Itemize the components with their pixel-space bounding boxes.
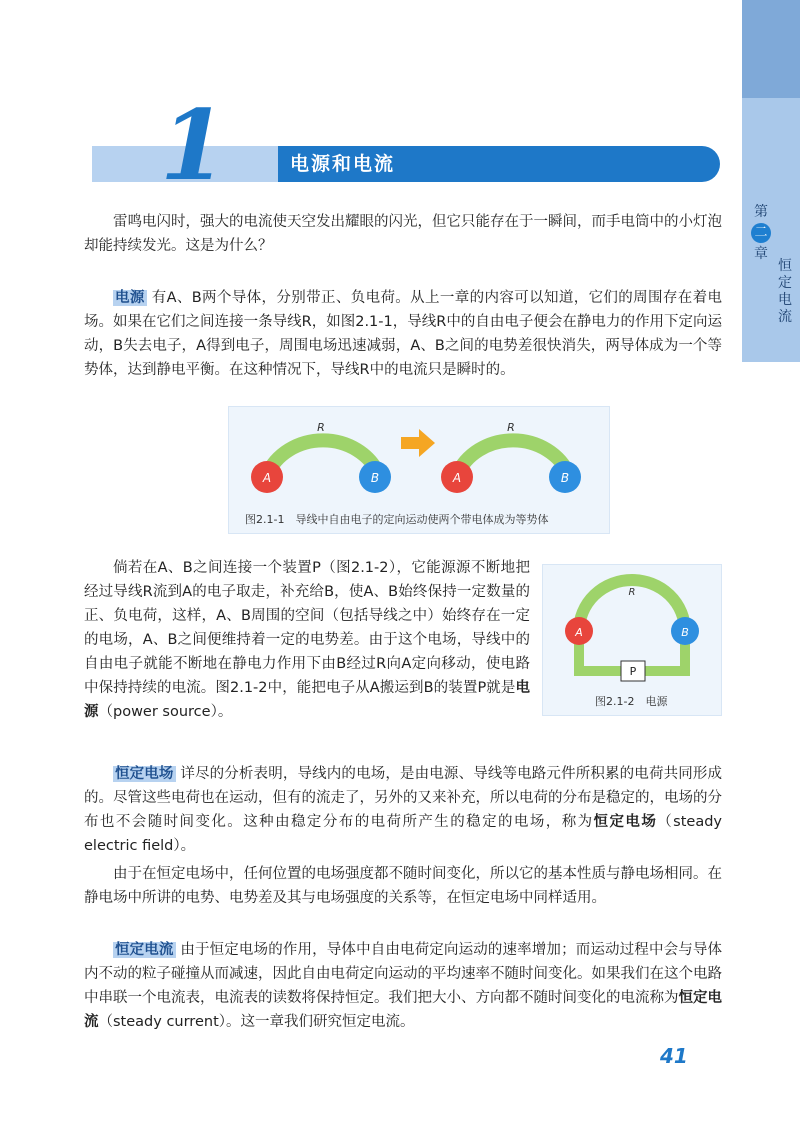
figure-2-1-2-caption: 图2.1-2 电源 (595, 695, 668, 708)
steady-field-paragraph (84, 762, 722, 858)
term-steady-field: 恒定电场 (593, 814, 658, 830)
device-paragraph (84, 556, 530, 724)
section-title: 电源和电流 (290, 153, 396, 175)
transition-arrow-icon (401, 429, 435, 457)
keyword-power: 电源 (115, 290, 145, 306)
steady-current-text-before: 由于恒定电场的作用，导体中自由电荷定向运动的速率增加；而运动过程中会与导体内不动的粒子碰撞从而减速，因此自由电荷定向运动的平均速率不随时间变化。如果我们在这个电路中串联一个电流表，电流表的读数将保持恒定。我们把大小、方向都不随时间变化的电流称为 (84, 942, 723, 1006)
figure-2-1-1-caption: 图2.1-1 导线中自由电子的定向运动使两个带电体成为等势体 (245, 513, 549, 526)
label-a-right: A (452, 471, 462, 485)
figure-2-1-1-diagram (229, 407, 609, 507)
section-number: 1 (160, 89, 227, 202)
label-r-right: R (507, 421, 515, 434)
label-p: P (629, 665, 637, 678)
steady-field-paragraph-2: 由于在恒定电场中，任何位置的电场强度都不随时间变化，所以它的基本性质与静电场相同。在静电场中所讲的电势、电势差及其与电场强度的关系等，在恒定电场中同样适用。 (84, 866, 722, 906)
device-text-after: （power source）。 (98, 704, 233, 720)
label-a-left: A (262, 471, 272, 485)
chapter-tab-top-strip (742, 0, 800, 98)
steady-current-paragraph (84, 938, 722, 1034)
figure-2-1-2-diagram (543, 565, 721, 689)
term-steady-current: 恒定电流 (84, 990, 722, 1030)
steady-current-text-after: （steady current）。这一章我们研究恒定电流。 (98, 1014, 415, 1030)
device-text-before: 倘若在A、B之间连接一个装置P（图2.1-2），它能源源不断地把经过导线R流到A的电子取走，补充给B，使A、B始终保持一定数量的正、负电荷，这样，A、B周围的空间（包括导线之中）始终存在一定的电场，A、B之间便维持着一定的电势差。由于这个电场，导线中的自由电子就能不断地在静电力作用下由B经过R向A定向移动，使电路中保持持续的电流。图2.1-2中，能把电子从A搬运到B的装置P就是 (84, 560, 530, 696)
side-chapter-label (748, 204, 774, 262)
power-text: 有A、B两个导体，分别带正、负电荷。从上一章的内容可以知道，它们的周围存在着电场。如果在它们之间连接一条导线R，如图2.1-1，导线R中的自由电子便会在静电力的作用下定向运动，B失去电子，A得到电子，周围电场迅速减弱，A、B之间的电势差很快消失，两导体成为一个等势体，达到静电平衡。在这种情况下，导线R中的电流只是瞬时的。 (84, 290, 722, 378)
chapter-suffix: 章 (754, 246, 768, 262)
label-r-left: R (317, 421, 325, 434)
label-b-left: B (370, 471, 380, 485)
label-a: A (575, 626, 583, 639)
label-b-right: B (560, 471, 570, 485)
steady-field-text-before: 详尽的分析表明，导线内的电场，是由电源、导线等电路元件所积累的电荷共同形成的。尽管这些电荷也在运动，但有的流走了，另外的又来补充，所以电荷的分布是稳定的，电场的分布也不会随时间变化。这种由稳定分布的电荷所产生的稳定的电场，称为 (84, 766, 723, 830)
label-b: B (681, 626, 689, 639)
power-paragraph (84, 286, 722, 382)
side-chapter-title: 恒定电流 (778, 258, 792, 325)
steady-field-text-after: （steady electric field）。 (84, 814, 723, 854)
label-r: R (628, 587, 636, 598)
figure-2-1-2 (542, 564, 722, 716)
keyword-steady-field: 恒定电场 (115, 766, 174, 782)
chapter-number: 二 (751, 223, 771, 243)
chapter-prefix: 第 (754, 204, 768, 220)
intro-paragraph: 雷鸣电闪时，强大的电流使天空发出耀眼的闪光，但它只能存在于一瞬间，而手电筒中的小灯泡却能持续发光。这是为什么？ (84, 214, 722, 254)
figure-2-1-1 (228, 406, 610, 534)
term-power-source: 电源 (84, 680, 530, 720)
page-number: 41 (660, 1044, 688, 1068)
keyword-steady-current: 恒定电流 (115, 942, 174, 958)
